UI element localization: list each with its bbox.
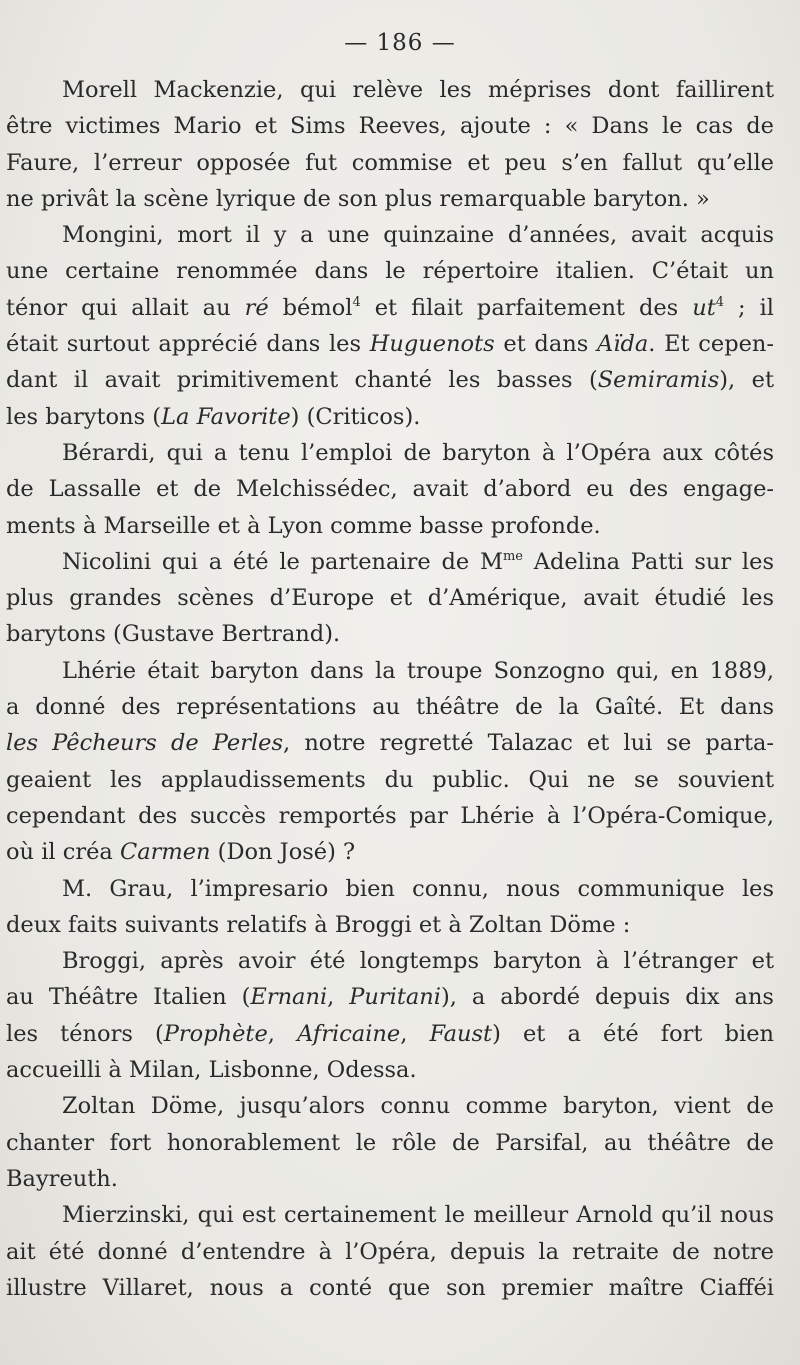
text-line: ait été donné d’entendre à l’Opéra, depuis la retraite de notre [6, 1238, 774, 1265]
text-line: Faure, l’erreur opposée fut commise et peu s’en fallut qu’elle [6, 149, 774, 176]
text-line: au Théâtre Italien (Ernani, Puritani), a abordé depuis dix ans [6, 984, 774, 1011]
text-line: ments à Marseille et à Lyon comme basse profonde. [6, 512, 601, 539]
text-line: deux faits suivants relatifs à Broggi et à Zoltan Döme : [6, 911, 631, 938]
paragraph-mackenzie [6, 72, 774, 217]
text-line: accueilli à Milan, Lisbonne, Odessa. [6, 1057, 417, 1084]
text-line: Lhérie était baryton dans la troupe Sonzogno qui, en 1889, [62, 657, 774, 684]
paragraph-broggi [6, 943, 774, 1088]
text-line: les Pêcheurs de Perles, notre regretté Talazac et lui se parta- [6, 730, 775, 757]
text-line: ténor qui allait au ré bémol$^4$ et filait parfaitement des $ut^4$ ; il [6, 294, 775, 321]
text-line: illustre Villaret, nous a conté que son premier maître Ciafféi [6, 1274, 774, 1301]
text-line: geaient les applaudissements du public. Qui ne se souvient [6, 766, 774, 793]
paragraph-grau [6, 871, 774, 944]
paragraph-mierzinski [6, 1197, 774, 1306]
text-line: chanter fort honorablement le rôle de Parsifal, au théâtre de [6, 1129, 774, 1156]
text-line: M. Grau, l’impresario bien connu, nous communique les [62, 875, 774, 902]
text-line: a donné des représentations au théâtre de la Gaîté. Et dans [6, 694, 774, 721]
text-line: cependant des succès remportés par Lhérie à l’Opéra-Comique, [6, 802, 774, 829]
paragraph-dome [6, 1088, 774, 1197]
text-line: plus grandes scènes d’Europe et d’Amérique, avait étudié les [6, 585, 774, 612]
text-line: Nicolini qui a été le partenaire de $M^{me}$ Adelina Patti sur les [62, 548, 774, 575]
text-line: une certaine renommée dans le répertoire italien. C’était un [6, 258, 774, 285]
text-line: où il créa Carmen (Don José) ? [6, 839, 356, 866]
paragraph-berardi [6, 435, 774, 544]
paragraph-mongini [6, 217, 775, 435]
paragraph-lherie [6, 653, 775, 871]
text-line: les ténors (Prophète, Africaine, Faust) et a été fort bien [6, 1020, 774, 1047]
text-line: barytons (Gustave Bertrand). [6, 621, 341, 648]
text-line: Morell Mackenzie, qui relève les méprises dont faillirent [62, 77, 774, 103]
paragraph-nicolini [6, 544, 774, 653]
text-line: les barytons (La Favorite) (Criticos). [6, 403, 421, 430]
text-line: Bayreuth. [6, 1165, 118, 1192]
body-text [6, 72, 775, 1306]
text-line: Broggi, après avoir été longtemps baryton à l’étranger et [62, 948, 774, 975]
text-line: Bérardi, qui a tenu l’emploi de baryton à l’Opéra aux côtés [62, 439, 774, 466]
text-line: Mongini, mort il y a une quinzaine d’années, avait acquis [62, 222, 774, 249]
text-line: Zoltan Döme, jusqu’alors connu comme baryton, vient de [62, 1093, 774, 1120]
page-number: — 186 — [344, 30, 456, 56]
text-line: de Lassalle et de Melchissédec, avait d’abord eu des engage- [6, 476, 774, 503]
text-line: dant il avait primitivement chanté les basses (Semiramis), et [6, 367, 774, 394]
text-line: ne privât la scène lyrique de son plus remarquable baryton. » [6, 185, 710, 212]
text-line: Mierzinski, qui est certainement le meilleur Arnold qu’il nous [62, 1202, 774, 1229]
text-line: être victimes Mario et Sims Reeves, ajoute : « Dans le cas de [6, 113, 774, 140]
text-line: était surtout apprécié dans les Huguenots et dans Aïda. Et cepen- [6, 331, 775, 358]
